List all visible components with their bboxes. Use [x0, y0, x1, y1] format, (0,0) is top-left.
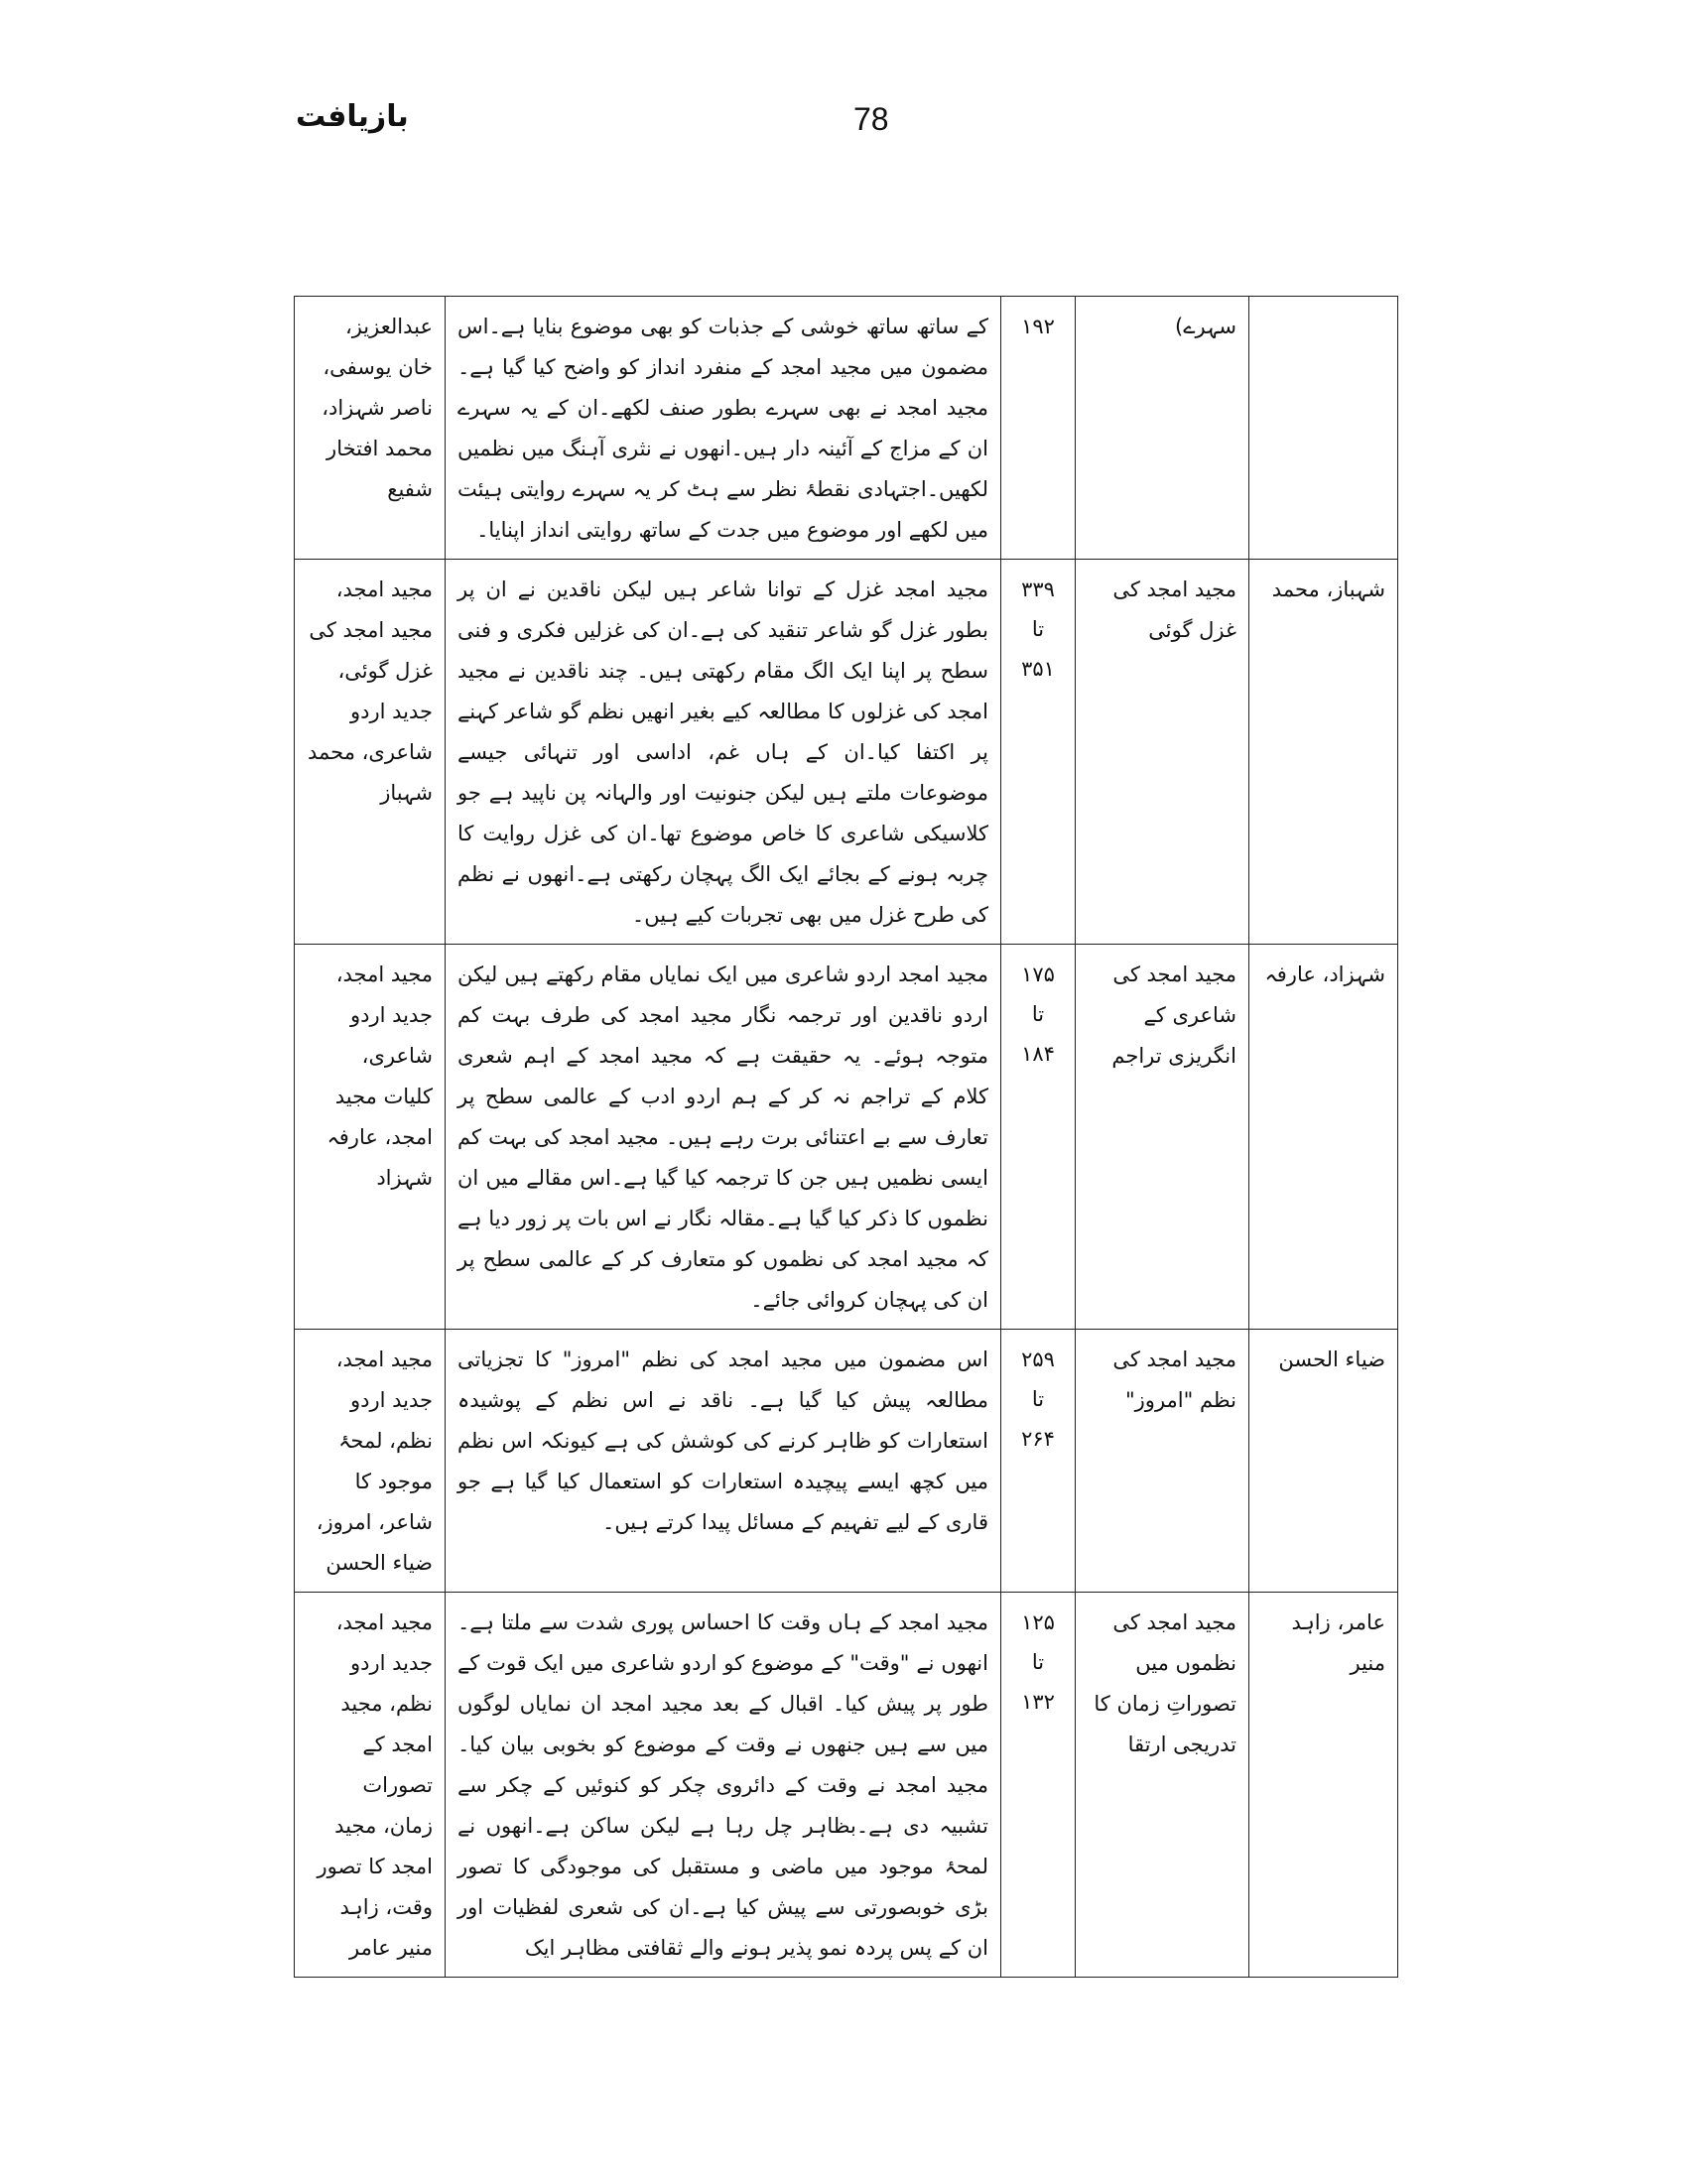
- table-row: [295, 945, 1398, 1330]
- pages-start: ۱۷۵: [1021, 963, 1055, 986]
- summary-cell: مجید امجد اردو شاعری میں ایک نمایاں مقام رکھتے ہیں لیکن اردو ناقدین اور ترجمہ نگار مجید امجد کی طرف بہت کم متوجہ ہوئے۔ یہ حقیقت ہے کہ مجید امجد کے اہم شعری کلام کے تراجم نہ کر کے ہم اردو ادب کے عالمی سطح پر تعارف سے بے اعتنائی برت رہے ہیں۔ مجید امجد کی بہت کم ایسی نظمیں ہیں جن کا ترجمہ کیا گیا ہے۔اس مقالے میں ان نظموں کا ذکر کیا گیا ہے۔مقالہ نگار نے اس بات پر زور دیا ہے کہ مجید امجد کی نظموں کو متعارف کر کے عالمی سطح پر ان کی پہچان کروائی جائے۔: [446, 945, 1001, 1330]
- author-cell: [1249, 297, 1398, 560]
- author-cell: عامر، زاہد منیر: [1249, 1593, 1398, 1978]
- pages-start: ۲۵۹: [1021, 1348, 1055, 1371]
- title-cell: مجید امجد کی شاعری کے انگریزی تراجم: [1076, 945, 1249, 1330]
- pages-end: ۲۶۴: [1021, 1427, 1055, 1451]
- table-row: [295, 297, 1398, 560]
- pages-start: ۱۲۵: [1021, 1610, 1055, 1634]
- table-row: [295, 560, 1398, 945]
- pages-end: ۱۸۴: [1021, 1042, 1055, 1066]
- title-cell: مجید امجد کی نظموں میں تصوراتِ زمان کا تدریجی ارتقا: [1076, 1593, 1249, 1978]
- summary-cell: اس مضمون میں مجید امجد کی نظم "امروز" کا تجزیاتی مطالعہ پیش کیا گیا ہے۔ ناقد نے اس نظم کے پوشیدہ استعارات کو ظاہر کرنے کی کوشش کی ہے کیونکہ اس نظم میں کچھ ایسے پیچیدہ استعارات کو استعمال کیا گیا ہے جو قاری کے لیے تفہیم کے مسائل پیدا کرتے ہیں۔: [446, 1330, 1001, 1593]
- keywords-cell: مجید امجد، جدید اردو نظم، لمحۂ موجود کا شاعر، امروز، ضیاء الحسن: [295, 1330, 446, 1593]
- table-row: [295, 1330, 1398, 1593]
- pages-cell: [1001, 1593, 1076, 1978]
- pages-cell: [1001, 945, 1076, 1330]
- keywords-cell: مجید امجد، جدید اردو نظم، مجید امجد کے تصورات زمان، مجید امجد کا تصور وقت، زاہد منیر عامر: [295, 1593, 446, 1978]
- author-cell: ضیاء الحسن: [1249, 1330, 1398, 1593]
- title-cell: مجید امجد کی نظم "امروز": [1076, 1330, 1249, 1593]
- pages-start: ۳۳۹: [1021, 578, 1055, 601]
- pages-end: ۱۳۲: [1021, 1690, 1055, 1714]
- pages-cell: [1001, 560, 1076, 945]
- page-number: 78: [853, 101, 889, 137]
- keywords-cell: مجید امجد، جدید اردو شاعری، کلیات مجید امجد، عارفہ شہزاد: [295, 945, 446, 1330]
- author-cell: شہباز، محمد: [1249, 560, 1398, 945]
- pages-cell: [1001, 1330, 1076, 1593]
- pages-separator: تا: [1031, 1650, 1045, 1674]
- keywords-cell: عبدالعزیز، خان یوسفی، ناصر شہزاد، محمد افتخار شفیع: [295, 297, 446, 560]
- summary-cell: کے ساتھ ساتھ خوشی کے جذبات کو بھی موضوع بنایا ہے۔اس مضمون میں مجید امجد کے منفرد انداز کو واضح کیا گیا ہے۔ مجید امجد نے بھی سہرے بطور صنف لکھے۔ان کے یہ سہرے ان کے مزاج کے آئینہ دار ہیں۔انھوں نے نثری آہنگ میں نظمیں لکھیں۔اجتہادی نقطۂ نظر سے ہٹ کر یہ سہرے روایتی ہیئت میں لکھے اور موضوع میں جدت کے ساتھ روایتی انداز اپنایا۔: [446, 297, 1001, 560]
- author-cell: شہزاد، عارفہ: [1249, 945, 1398, 1330]
- pages-separator: تا: [1031, 617, 1045, 641]
- pages-start: ۱۹۲: [1021, 315, 1055, 338]
- pages-separator: تا: [1031, 1387, 1045, 1411]
- pages-separator: تا: [1031, 1002, 1045, 1026]
- journal-name: بازیافت: [296, 99, 409, 134]
- summary-cell: مجید امجد کے ہاں وقت کا احساس پوری شدت سے ملتا ہے۔انھوں نے "وقت" کے موضوع کو اردو شاعری میں ایک قوت کے طور پر پیش کیا۔ اقبال کے بعد مجید امجد ان نمایاں لوگوں میں سے ہیں جنھوں نے وقت کے موضوع کو بخوبی بیان کیا۔ مجید امجد نے وقت کے دائروی چکر کو کنوئیں کے چکر سے تشبیہ دی ہے۔بظاہر چل رہا ہے لیکن ساکن ہے۔انھوں نے لمحۂ موجود میں ماضی و مستقبل کی موجودگی کا تصور بڑی خوبصورتی سے پیش کیا ہے۔ان کی شعری لفظیات اور ان کے پس پردہ نمو پذیر ہونے والے ثقافتی مظاہر ایک: [446, 1593, 1001, 1978]
- keywords-cell: مجید امجد، مجید امجد کی غزل گوئی، جدید اردو شاعری، محمد شہباز: [295, 560, 446, 945]
- pages-cell: [1001, 297, 1076, 560]
- title-cell: سہرے): [1076, 297, 1249, 560]
- table-row: [295, 1593, 1398, 1978]
- references-table: [294, 296, 1398, 1978]
- summary-cell: مجید امجد غزل کے توانا شاعر ہیں لیکن ناقدین نے ان پر بطور غزل گو شاعر تنقید کی ہے۔ان کی غزلیں فکری و فنی سطح پر اپنا ایک الگ مقام رکھتی ہیں۔ چند ناقدین نے مجید امجد کی غزلوں کا مطالعہ کیے بغیر انھیں نظم گو شاعر کہنے پر اکتفا کیا۔ان کے ہاں غم، اداسی اور تنہائی جیسے موضوعات ملتے ہیں لیکن جنونیت اور والہانہ پن ناپید ہے جو کلاسیکی شاعری کا خاص موضوع تھا۔ان کی غزل روایت کا چربہ ہونے کے بجائے ایک الگ پہچان رکھتی ہے۔انھوں نے نظم کی طرح غزل میں بھی تجربات کیے ہیں۔: [446, 560, 1001, 945]
- pages-end: ۳۵۱: [1021, 657, 1055, 681]
- title-cell: مجید امجد کی غزل گوئی: [1076, 560, 1249, 945]
